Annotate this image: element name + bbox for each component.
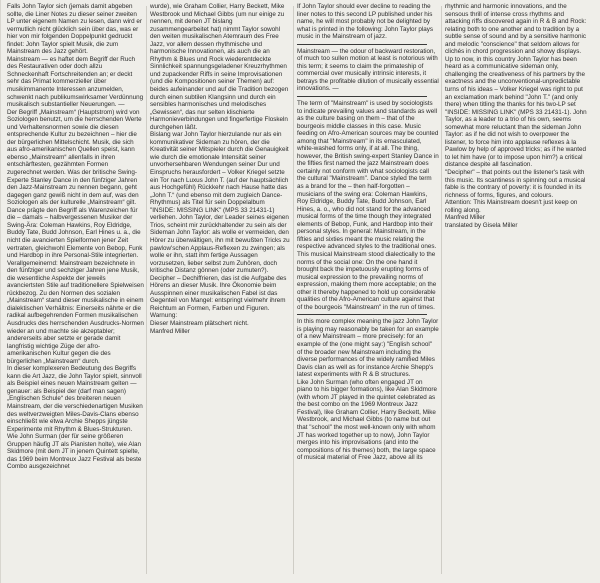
paragraph: Der Begriff „Mainstream“ (Hauptstrom) wird von Soziologen benutzt, um die herrschenden Werte und Verhaltensnormen sowie die diesen entsprechende Kultur zu bezeichnen – hier die der bürgerlichen Mittelschicht. Musik, die sich aus afro-amerikanischen Quellen speist, kann ebenso „Mainstream“ allenfalls in ihren entschärftesten, gezähmten Formen zugerechnet werden. Was der britische Swing-Experte Stanley Dance in den fünfziger Jahren den Jazz-Mainstream zu nennen begann, geht dagegen ganz gewiß nicht in dem auf, was den Soziologen als der kulturelle „Mainstream“ gilt. Dance prägte den Begriff als Warenzeichen für die – damals – halbvergessenen Musiker der Swing-Ära: Coleman Hawkins, Roy Eldridge, Buddy Tate, Budd Johnson, Earl Hines u. a., die nicht die avancierten Spielformen jener Zeit vertraten, gleichwohl Elemente von Bebop, Funk und Hardbop in ihre Personal-Stile integrierten. — [7, 108, 143, 260]
section-rule — [297, 314, 427, 315]
paragraph: wurde), wie Graham Collier, Harry Beckett, Mike Westbrook und Michael Gibbs (um nur einige zu nennen, mit denen JT bislang zusammengearbeitet hat) nimmt Taylor sowohl den weiten musikalischen Atemraum des Free Jazz, vor allem dessen rhythmische und harmonische Innovationen, als auch die an Rhythm & Blues und Rock wiederentdeckte Sinnlichkeit spannungsgeladener Kreuzrhythmen und zupackender Riffs in seine Improvisationen (und die Kompositionen seiner Themen) auf: beides aufeinander und auf die Tradition bezogen durch einen subtilen Klangsinn und durch ein sensibles harmonisches und melodisches „Gewissen“, das nur selten klischierte Harmonieverbindungen und fingerfertige Floskeln durchgehen läßt. — [150, 3, 289, 131]
author-signature: Manfred Miller — [445, 214, 485, 222]
section-rule — [297, 96, 427, 97]
german-text-column-1 — [7, 3, 144, 581]
german-text-column-2 — [150, 3, 290, 581]
warning-text: Dieser Mainstream plätschert nicht. — [150, 319, 249, 327]
warning-label: Warnung: — [150, 312, 178, 320]
paragraph: Mainstream — es haftet dem Begriff der Ruch des Restaurativen oder doch allzu Schneckenhaft Fortschreitenden an; er deckt sehr das Primat kommerzieller über musikimmanente Interessen anzumelden, schwenkt nach publikumswirksamer Verdünnung musikalisch substantieller Neuerungen. — — [7, 55, 144, 109]
paragraph: Wie John Surman (der für seine größeren Gruppen häufig JT als Pianisten holte), wie Alan Skidmore (mit dem JT in jenem Quintett spielte, das 1969 beim Montreux Jazz Festival als beste Combo ausgezeichnet — [7, 433, 142, 471]
paragraph: In dieser komplexeren Bedeutung des Begriffs kann die Art Jazz, die John Taylor spielt, sinnvoll als Beispiel eines neuen Mainstream gelten — genauer: als Beispiel der (darf man sagen) „Englischen Schule“ des breiteren neuen Mainstream, der die verschiedenartigen Musiken des weltverzweigten Miles-Davis-Clans ebenso einschließt wie etwa Archie Shepps jüngste Experimente mit Rhythm & Blues-Strukturen. — [7, 365, 143, 433]
english-text-column-2 — [445, 3, 587, 581]
paragraph: rhythmic and harmonic innovations, and the sensous thrill of intense cross rhythms and attacking riffs discovered again in R & B and Rock: relating both to one another and to tradition by a subtle sense of sound and by a sensitive harmonic and melodic "conscience" that seldom allows for clichés in chord progression and showy displays. — [445, 3, 587, 56]
english-text-column-1 — [297, 3, 439, 581]
column-divider — [146, 6, 147, 574]
paragraph: The term of "Mainstream" is used by sociologists to indicate prevailing values and standards as well as the culture basing on them – that of the bourgeois middle classes in this case. Music feeding on Afro-American sources may be counted among that "Mainstream" in its emasculated, white-washed forms only, if at all. The thing, however, the British swing-expert Stanley Dance in the fifties first named the jazz Mainstream does certainly not conform with what sociologists call the cultural "Mainstream". Dance styled the term as a brand for the – then half-forgotten – musicians of the swing era: Coleman Hawkins, Roy Eldridge, Buddy Tate, Budd Johnson, Earl Hines, a. o., who did not stand for the advanced musical forms of the time though they integrated elements of Bebop, Funk, and Hardbop into their personal styles. In general: Mainstream, in the fifties and sixties meant the music relating the respective advanced styles to the traditional ones. This musical Mainstream stood dialectically to the norms of the social one: On the one hand it brought back the impetuously erupting forms of musical expression to the prevailing norms of expression, making them more acceptable; on the other it thereby happened to hold up considerable qualities of the Afro-American culture against that of the bourgeois "Mainstream" in the run of times. — [297, 100, 439, 311]
translator-credit: translated by Gisela Miller — [445, 221, 518, 229]
paragraph: Bislang war John Taylor hierzulande nur als ein kommunikativer Sideman zu hören, der die Kreativität seiner Mitspieler durch die Genauigkeit wie durch die emotionale Intensität seiner unvorhersehbaren Wendungen seiner Dur und Einspruchs herausfordert – Volker Kriegel setzte ein Tor nach Luxus John T. (auf der hauptsächlich aus Hochgefühl) Rückkehr nach Hause hatte das „John T.“ (und ebenso mit dem zugleich Dance-Rhythmus) als Titel für sein Doppelalbum "INSIDE: MISSING LINK" (MPS 33 21431-1) verliehen. John Taylor, der Leader seines eigenen Trios, scheint mir zurückhaltender zu sein als der Sideman John Taylor: als wolle er vermeiden, den Hörer zu überwältigen, ihn mit bewußten Tricks zu pawlow'schen Applaus-Reflexen zu zwingen; als wolle er ihn, statt ihm fertige Aussagen vorzusetzen, lieber selbst zum Zuhören, doch kritische Distanz gönnen (oder zumuten?). — [150, 131, 290, 275]
column-divider — [293, 6, 294, 574]
paragraph: "Decipher" – that points out the listener's task with this music. Its scantiness in spinning out a musical fable is the contrary of poverty: it is founded in its richness of forms, figures, and colours. — [445, 169, 586, 199]
paragraph: If John Taylor should ever decline to reading the liner notes to this second LP published under his name, he will most probably not be delighted by what is printed in the following: John Taylor plays music in the Mainstream of jazz. — [297, 3, 434, 41]
paragraph: In this more complex meaning the jazz John Taylor is playing may reasonably be taken for an example of a new Mainstream – more precisely: for an example of the (one might say:) "English school" of the broader new Mainstream including the diverse performances of the widely ramified Miles Davis clan as well as for instance Archie Shepp's latest experiments with R & B structures. — [297, 318, 439, 379]
author-signature: Manfred Miller — [150, 327, 190, 335]
paragraph: Like John Surman (who often engaged JT on piano to his bigger formations), like Alan Skidmore (with whom JT played in the quintet celebrated as the best combo on the 1969 Montreux Jazz Festival), like Graham Collier, Harry Beckett, Mike Westbrook, and Michael Gibbs (to name but out that "school" the most well-known only with whom JT has worked together up to now), John Taylor merges into his improvisations (and into the compositions of his themes) both, the large space of musical material of Free Jazz, above all its — [297, 378, 438, 462]
paragraph: Falls John Taylor sich (jemals damit abgeben sollte, die Liner Notes zu dieser seiner zweiten LP unter eigenem Namen zu lesen, dann wird er vermutlich nicht glücklich sein über das, was er hier von mir folgenden Doppelpunkt gedruckt findet: John Taylor spielt Musik, die zum Mainstream des Jazz gehört. — [7, 3, 142, 56]
paragraph: Up to now, in this country John Taylor has been heard as a communicative sideman only, challenging the creativeness of his partners by the exactness and the unconventional-unpredictable turns of his ideas – Volker Kriegel was right to put an exclamation mark behind "John T." (and only there) when titling the thanks for his two-LP set "INSIDE: MISSING LINK" (MPS 33 21431-1). John Taylor, as a leader to a trio of his own, seems somewhat more reluctant than the sideman John Taylor: as if he did not wish to overpower the listener, to force him into applause reflexes à la Pawlow by help of approved tricks; as if he wanted to let him have (or to impose upon him?) a critical distance despite all fascination. — [445, 55, 587, 169]
section-rule — [297, 44, 427, 45]
paragraph: Decipher – Dechiffrieren, das ist die Aufgabe des Hörens an dieser Musik. Ihre Ökonomie beim Ausspinnen einer musikalischen Fabel ist das Gegenteil von Mangel: entspringt vielmehr ihrem Reichtum an Formen, Farben und Figuren. — [150, 274, 287, 312]
column-divider — [441, 6, 442, 574]
attention-text: Attention: This Mainstream doesn't just keep on rolling along. — [445, 199, 578, 214]
paragraph: Mainstream — the odour of backward restoration, of much too sullen motion at least is notorious with this term; it seems to claim the primateship of commercial over musically intrinsic interests, it betrays the profitable dilution of musically essential innovations. — — [297, 47, 439, 93]
paragraph: Verallgemeinernd: Mainstream bezeichnete in den fünfziger und sechziger Jahren jene Musik, die wesentliche Aspekte der jeweils avanciertsten Stile auf traditionellere Spielweisen rückbezog. Zu den Normen des sozialen „Mainstream“ stand dieser musikalische in einem dialektischen Verhältnis: Einerseits nährte er die radikal aufbegehrenden Formen musikalischen Ausdrucks des herrschenden Ausdrucks-Normen wieder an und machte sie akzeptabler; andererseits aber setzte er gerade damit langfristig wichtige Züge der afro-amerikanischen Kultur gegen die des bürgerlichen „Mainstream“ durch. — [7, 259, 144, 365]
